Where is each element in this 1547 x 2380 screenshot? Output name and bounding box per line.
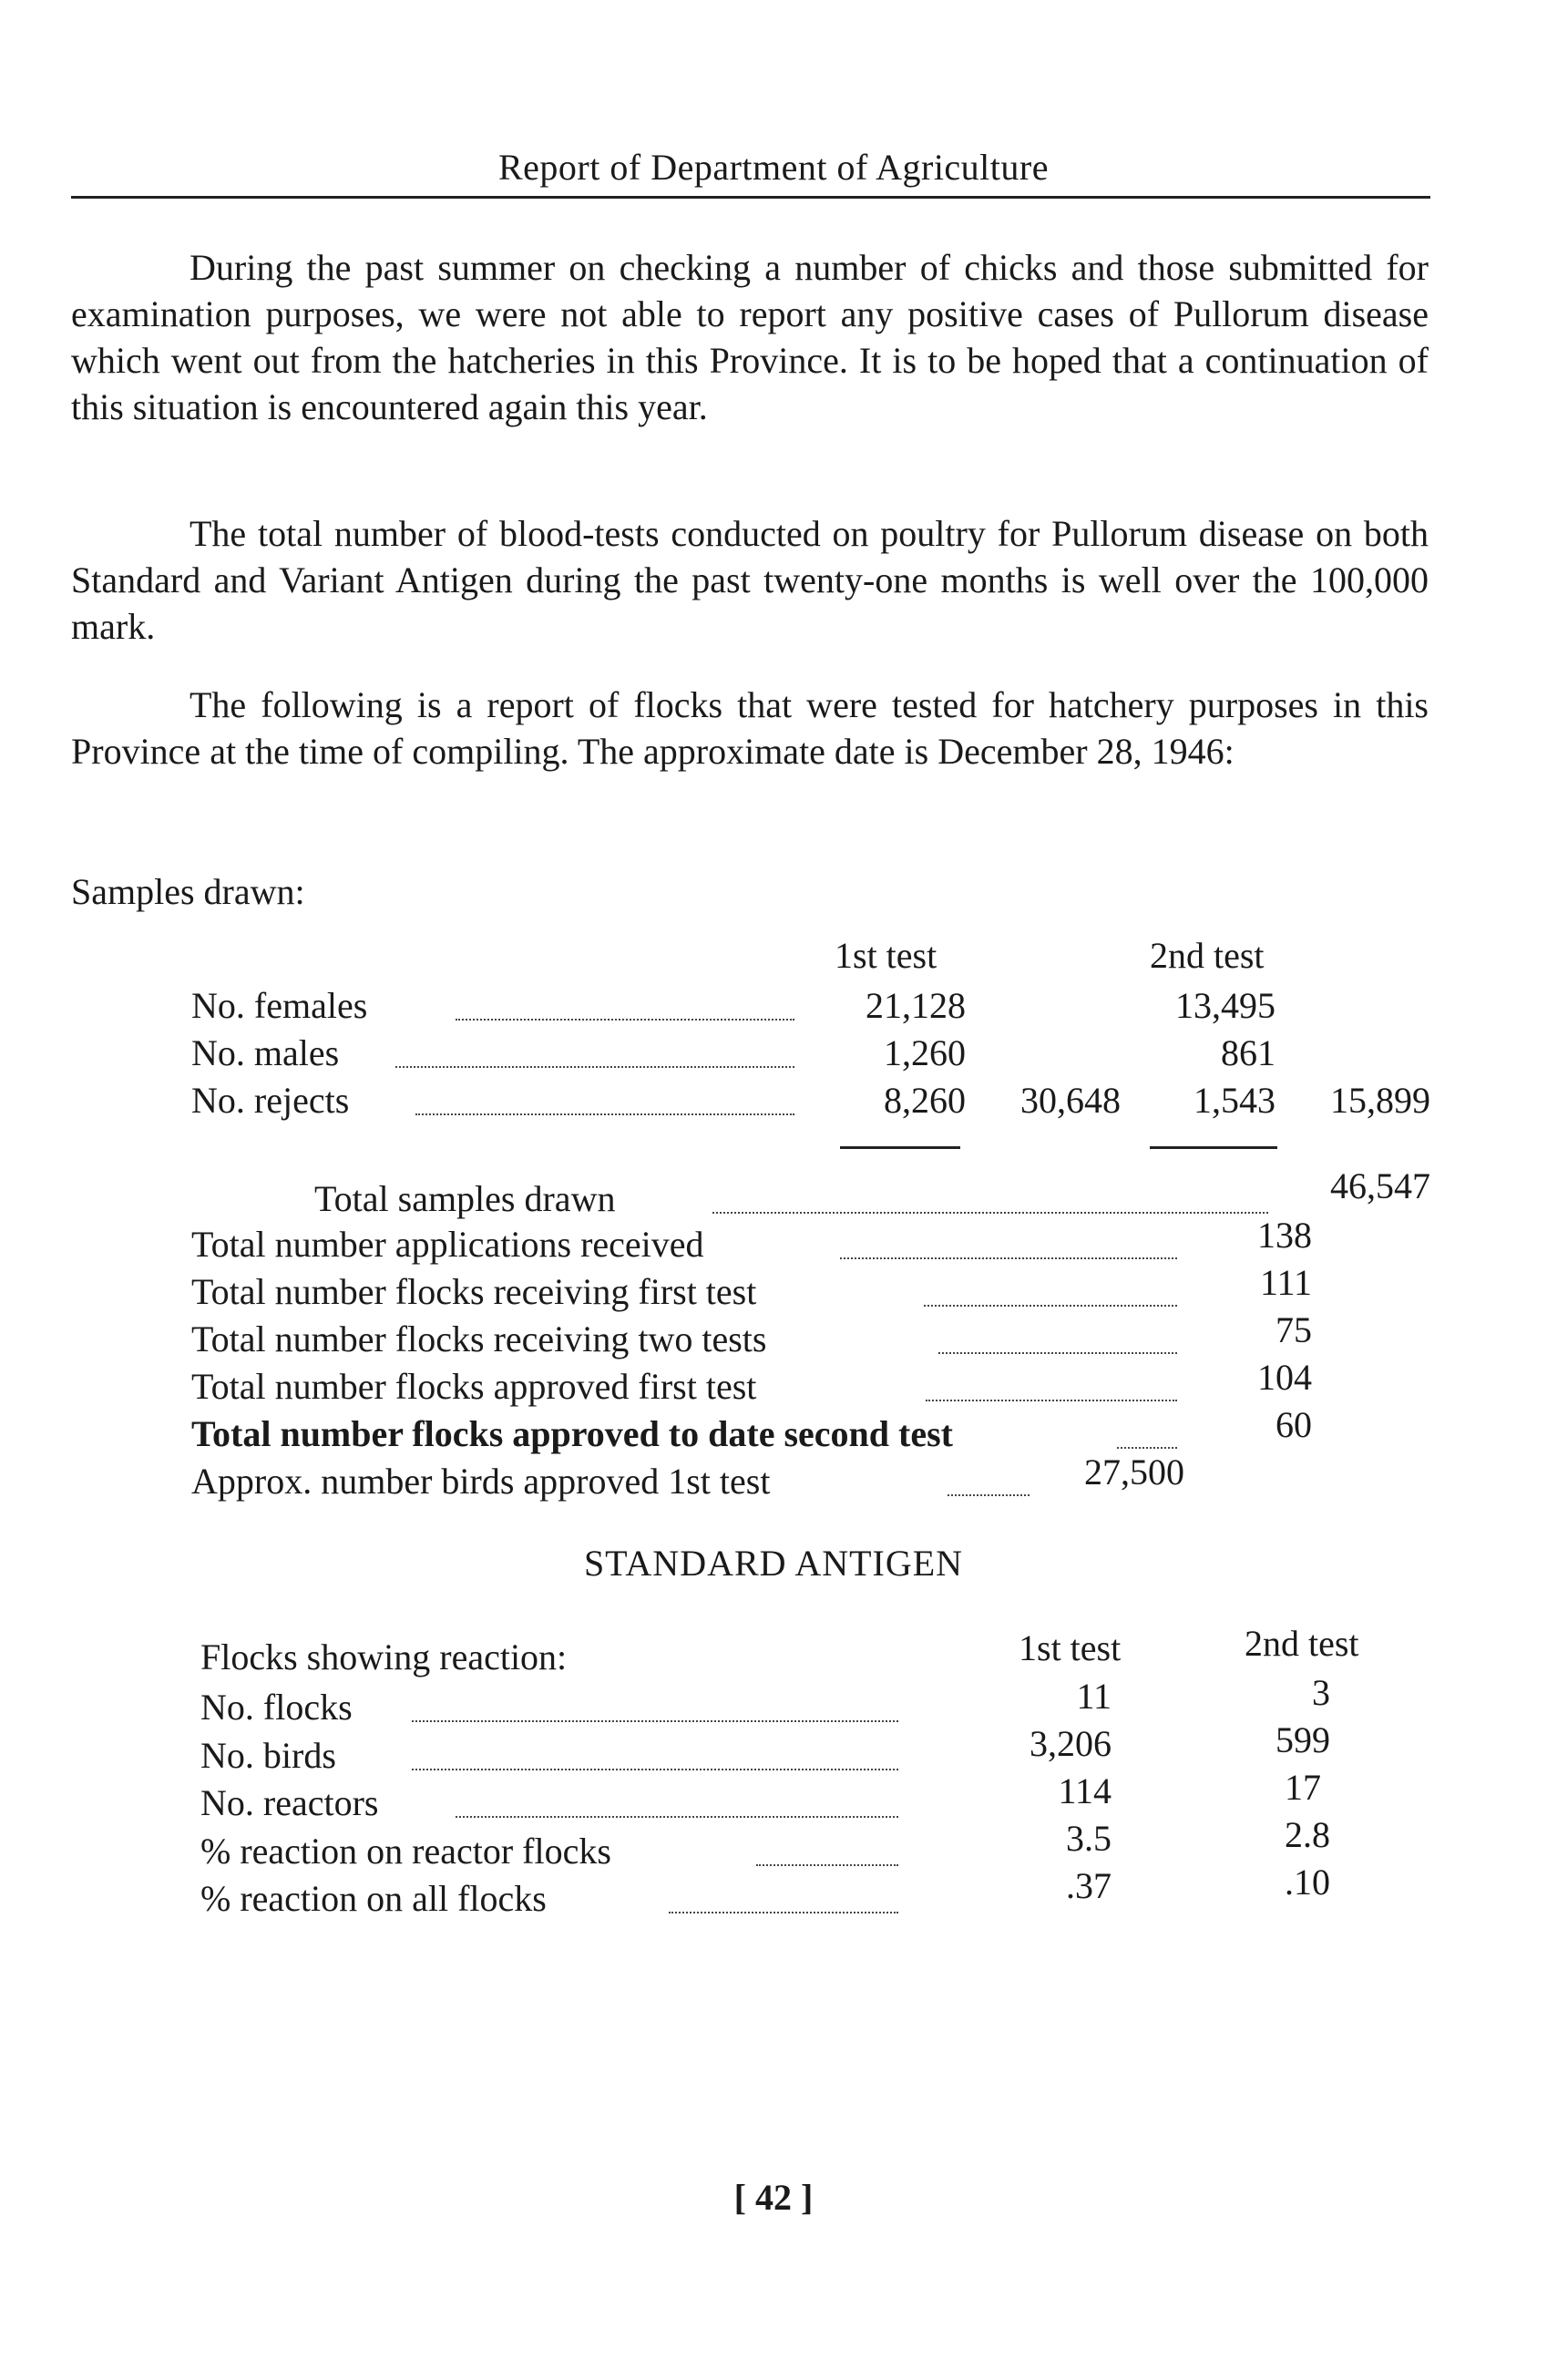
reaction-row-test1: .37 (1066, 1865, 1112, 1906)
reaction-row-test2: 3 (1312, 1672, 1330, 1713)
samples-row-test2: 13,495 (1175, 985, 1276, 1026)
samples-row-test1: 8,260 (884, 1080, 966, 1121)
reaction-row-test1: 114 (1058, 1770, 1112, 1811)
dot-leader (938, 1352, 1177, 1354)
samples-subtotal-1st: 30,648 (1020, 1080, 1121, 1121)
samples-col-1st-test: 1st test (835, 935, 937, 976)
underline-2nd (1150, 1146, 1277, 1149)
summary-label: Total number flocks receiving first test (191, 1271, 757, 1312)
dot-leader (669, 1912, 898, 1913)
dot-leader (415, 1113, 794, 1115)
reaction-row-test1: 3,206 (1030, 1723, 1112, 1764)
dot-leader (948, 1494, 1030, 1496)
dot-leader (395, 1066, 794, 1068)
total-samples-label: Total samples drawn (314, 1178, 616, 1219)
paragraph-2: The total number of blood-tests conducted on poultry for Pullorum disease on both Standard and Variant Antigen during the past twenty-one months is well over the 100,000 mark. (71, 513, 1429, 647)
dot-leader (1117, 1447, 1177, 1449)
section-title-standard-antigen: STANDARD ANTIGEN (583, 1543, 964, 1584)
reaction-row-label: % reaction on all flocks (200, 1878, 547, 1919)
page-number: [ 42 ] (733, 2177, 814, 2218)
reaction-col-2nd-test: 2nd test (1245, 1623, 1359, 1664)
samples-col-2nd-test: 2nd test (1150, 935, 1265, 976)
reaction-heading: Flocks showing reaction: (200, 1636, 568, 1677)
reaction-row-test2: 2.8 (1285, 1814, 1330, 1855)
header-rule (71, 196, 1430, 199)
reaction-row-label: No. birds (200, 1735, 336, 1776)
samples-row-test1: 1,260 (884, 1032, 966, 1073)
summary-value: 27,500 (1084, 1452, 1184, 1493)
samples-subtotal-2nd: 15,899 (1330, 1080, 1430, 1121)
dot-leader (412, 1720, 898, 1722)
reaction-row-test2: .10 (1285, 1862, 1330, 1903)
running-header: Report of Department of Agriculture (498, 147, 1049, 188)
summary-label: Total number flocks approved to date second test (191, 1413, 953, 1454)
dot-leader (840, 1257, 1177, 1259)
summary-value: 138 (1257, 1215, 1312, 1256)
dot-leader (412, 1769, 898, 1770)
samples-row-label: No. rejects (191, 1080, 350, 1121)
summary-label: Total number applications received (191, 1224, 704, 1265)
total-samples-value: 46,547 (1330, 1165, 1430, 1206)
samples-row-label: No. females (191, 985, 368, 1026)
samples-row-test2: 861 (1221, 1032, 1276, 1073)
reaction-row-label: No. flocks (200, 1687, 353, 1728)
summary-value: 111 (1259, 1262, 1312, 1303)
samples-row-test1: 21,128 (866, 985, 966, 1026)
samples-row-test2: 1,543 (1194, 1080, 1276, 1121)
reaction-row-label: No. reactors (200, 1782, 379, 1823)
underline-1st (840, 1146, 960, 1149)
dot-leader (456, 1019, 794, 1021)
samples-row-label: No. males (191, 1032, 340, 1073)
summary-label: Total number flocks approved first test (191, 1366, 757, 1407)
reaction-col-1st-test: 1st test (1019, 1627, 1122, 1668)
reaction-row-test2: 17 (1285, 1767, 1321, 1808)
dot-leader (456, 1816, 898, 1818)
summary-label: Approx. number birds approved 1st test (191, 1461, 771, 1502)
reaction-row-test2: 599 (1276, 1719, 1330, 1760)
paragraph-3: The following is a report of flocks that were tested for hatchery purposes in this Province at the time of compiling. The approximate date is December 28, 1946: (71, 684, 1429, 772)
summary-value: 104 (1257, 1357, 1312, 1398)
reaction-row-test1: 11 (1076, 1676, 1112, 1717)
dot-leader (926, 1400, 1177, 1401)
dot-leader (924, 1305, 1177, 1307)
reaction-row-label: % reaction on reactor flocks (200, 1831, 611, 1872)
paragraph-1: During the past summer on checking a number of chicks and those submitted for examination purposes, we were not able to report any positive cases of Pullorum disease which went out from the hatcheries in this Province. It is to be hoped that a continuation of this situation is encountered again this year. (71, 247, 1429, 427)
summary-value: 60 (1276, 1404, 1312, 1445)
dot-leader (756, 1864, 898, 1866)
reaction-row-test1: 3.5 (1066, 1818, 1112, 1859)
summary-label: Total number flocks receiving two tests (191, 1318, 767, 1359)
samples-heading: Samples drawn: (71, 871, 305, 912)
summary-value: 75 (1276, 1309, 1312, 1350)
